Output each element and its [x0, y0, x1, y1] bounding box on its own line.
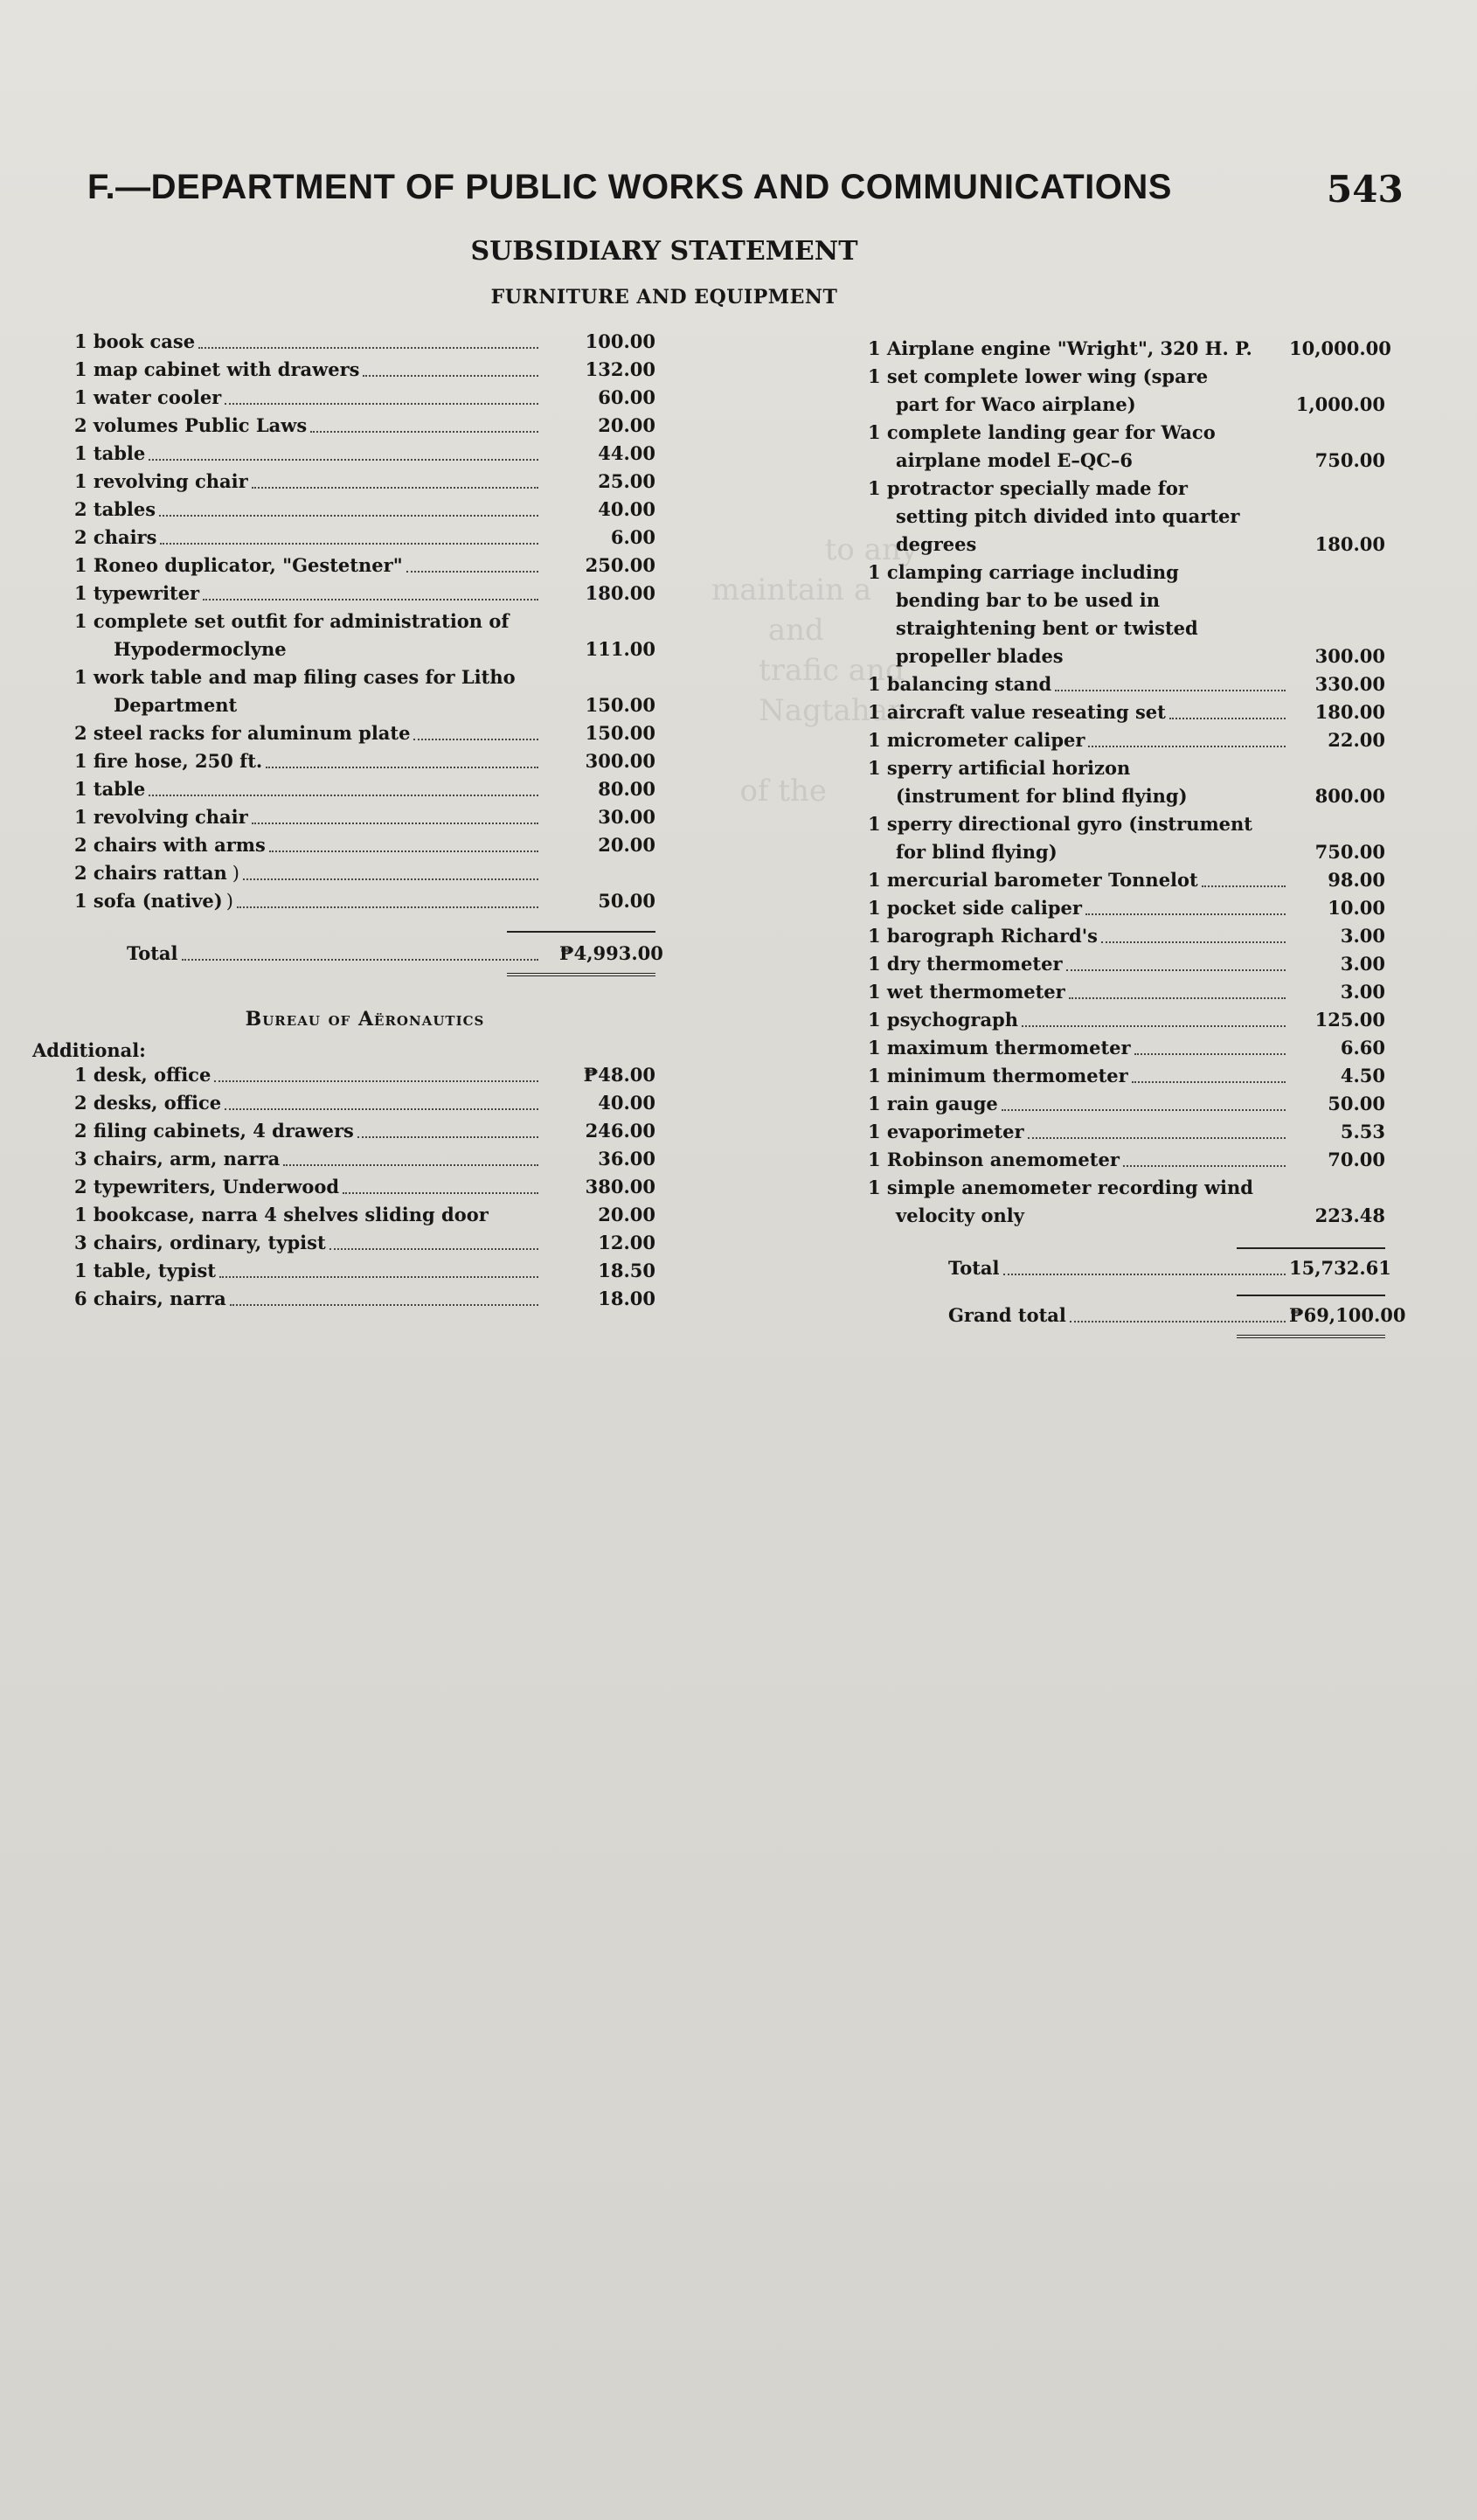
item-label: 1 maximum thermometer — [868, 1037, 1131, 1059]
item-amount: 50.00 — [598, 890, 655, 912]
item-amount: 20.00 — [598, 834, 655, 856]
item-label: 2 steel racks for aluminum plate — [74, 722, 411, 744]
item-label: 1 bookcase, narra 4 shelves sliding door — [74, 1204, 489, 1225]
grand-total-double-rule — [1237, 1335, 1385, 1338]
item-amount: 300.00 — [1314, 645, 1385, 667]
item-amount: 40.00 — [598, 1092, 655, 1114]
item-amount: 6.60 — [1340, 1037, 1385, 1059]
item-amount: 300.00 — [585, 750, 655, 772]
item-amount: 98.00 — [1328, 869, 1385, 891]
item-amount: 800.00 — [1314, 785, 1385, 807]
item-label: 1 evaporimeter — [868, 1121, 1024, 1142]
grand-total-amount: ₱69,100.00 — [1289, 1304, 1406, 1326]
item-label: 2 desks, office — [74, 1092, 222, 1114]
item-label: 2 volumes Public Laws — [74, 414, 308, 436]
item-label: 1 clamping carriage including bending bar to be used in straightening bent or twisted propeller blades — [868, 561, 1198, 667]
item-amount: 80.00 — [598, 778, 655, 800]
item-label: 1 Robinson anemometer — [868, 1149, 1120, 1170]
item-label: 3 chairs, ordinary, typist — [74, 1232, 326, 1253]
item-label: 1 table — [74, 442, 146, 464]
total-label: Total — [127, 942, 178, 964]
item-label: 6 chairs, narra — [74, 1288, 226, 1309]
item-label: 1 table — [74, 778, 146, 800]
item-label: 1 complete landing gear for Waco airplane model E–QC–6 — [868, 421, 1216, 471]
item-amount: 22.00 — [1328, 729, 1385, 751]
item-amount: 180.00 — [1314, 533, 1385, 555]
page-number: 543 — [1327, 168, 1404, 211]
item-amount: 6.00 — [610, 526, 655, 548]
item-amount: ₱48.00 — [583, 1064, 655, 1086]
page-header-title: F.—DEPARTMENT OF PUBLIC WORKS AND COMMUNICATIONS — [87, 168, 1172, 206]
item-amount: 20.00 — [598, 414, 655, 436]
item-amount: 250.00 — [585, 554, 655, 576]
additional-label: Additional: — [32, 1039, 146, 1061]
item-label: 2 chairs rattan — [74, 862, 227, 884]
grand-total-label: Grand total — [948, 1304, 1066, 1326]
item-amount: 750.00 — [1314, 449, 1385, 471]
item-label: 1 barograph Richard's — [868, 925, 1098, 947]
item-amount: 60.00 — [598, 386, 655, 408]
item-label: 1 Airplane engine "Wright", 320 H. P. — [868, 337, 1252, 359]
item-amount: 3.00 — [1340, 953, 1385, 975]
item-amount: 30.00 — [598, 806, 655, 828]
item-label: 1 set complete lower wing (spare part for Waco airplane) — [868, 365, 1209, 415]
total-amount: 15,732.61 — [1289, 1257, 1391, 1279]
item-amount: 18.00 — [598, 1288, 655, 1309]
item-label: 1 revolving chair — [74, 806, 248, 828]
item-label: 1 pocket side caliper — [868, 897, 1082, 919]
item-label: 1 protractor specially made for setting pitch divided into quarter degrees — [868, 477, 1240, 555]
item-amount: 10.00 — [1328, 897, 1385, 919]
item-label: 1 work table and map filing cases for Litho Department — [74, 666, 516, 716]
item-amount: 1,000.00 — [1295, 393, 1385, 415]
total-amount: ₱4,993.00 — [559, 942, 663, 964]
item-label: 1 balancing stand — [868, 673, 1052, 695]
statement-title: SUBSIDIARY STATEMENT — [470, 236, 858, 267]
right-column — [843, 335, 1406, 1338]
item-amount: 380.00 — [585, 1176, 655, 1198]
item-amount: 132.00 — [585, 358, 655, 380]
item-amount: 18.50 — [598, 1260, 655, 1281]
grand-total-rule — [1237, 1295, 1385, 1296]
item-amount: 111.00 — [585, 638, 655, 660]
item-label: 1 complete set outfit for administration of Hypodermoclyne — [74, 610, 510, 660]
item-amount: 70.00 — [1328, 1149, 1385, 1170]
item-amount: 180.00 — [585, 582, 655, 604]
item-amount: 44.00 — [598, 442, 655, 464]
item-amount: 330.00 — [1314, 673, 1385, 695]
item-amount: 25.00 — [598, 470, 655, 492]
item-label: 1 sofa (native) — [74, 890, 223, 912]
bleed-through-text: to any maintain a and trafic and Nagtahan of the — [711, 532, 919, 809]
item-label: 1 aircraft value reseating set — [868, 701, 1166, 723]
item-label: 1 mercurial barometer Tonnelot — [868, 869, 1198, 891]
item-label: 1 map cabinet with drawers — [74, 358, 360, 380]
item-label: 1 wet thermometer — [868, 981, 1065, 1003]
item-label: 1 water cooler — [74, 386, 222, 408]
total-double-rule — [507, 973, 655, 976]
item-label: 1 revolving chair — [74, 470, 248, 492]
item-label: 1 table, typist — [74, 1260, 216, 1281]
section-title: FURNITURE AND EQUIPMENT — [490, 286, 838, 309]
item-label: 1 fire hose, 250 ft. — [74, 750, 263, 772]
item-label: 1 Roneo duplicator, "Gestetner" — [74, 554, 403, 576]
total-rule — [507, 931, 655, 933]
item-amount: 3.00 — [1340, 925, 1385, 947]
item-label: 1 sperry artificial horizon (instrument for blind flying) — [868, 757, 1188, 807]
item-label: 2 typewriters, Underwood — [74, 1176, 340, 1198]
item-amount: 246.00 — [585, 1120, 655, 1142]
item-amount: 150.00 — [585, 694, 655, 716]
item-label: 2 tables — [74, 498, 156, 520]
item-label: 1 typewriter — [74, 582, 200, 604]
item-label: 2 chairs with arms — [74, 834, 266, 856]
total-label: Total — [948, 1257, 1000, 1279]
item-amount: 100.00 — [585, 330, 655, 352]
item-amount: 12.00 — [598, 1232, 655, 1253]
item-amount: 50.00 — [1328, 1093, 1385, 1114]
item-amount: 20.00 — [598, 1204, 655, 1225]
left-column: 1 book case 100.00 1 map cabinet with drawers 132.00 1 water cooler 60.00 2 volumes Public Laws 20.00 1 table 44.00 1 revolving chair 25.00 2 tables 40.00 2 chairs 6.00 1 Roneo duplicator, "Gestetner" 250.00 1 typewriter 180.00 1 complete set outfit for administration of Hypodermoclyne 111.00 1 work table and map filing cases for Litho Department 150.00 2 steel racks for aluminum plate 150.00 1 fire hose, 250 ft. 300.00 1 table 80.00 1 revolving chair 30.00 2 chairs with arms 20.00 2 chairs rattan ) 1 sofa (native) ) 50.00 Total ₱4,993.00 Bureau of Aëronautics Additional: 1 desk, office ₱48.00 2 desks, office 40.00 2 filing cabinets, 4 drawers 246.00 3 chairs, arm, narra 36.00 2 typewriters, Underwood 380.00 1 bookcase, narra 4 shelves sliding door 20.00 3 chairs, ordinary, typist 12.00 1 table, typist 18.50 6 chairs, narra 18.00 — [74, 328, 655, 1313]
item-amount: 3.00 — [1340, 981, 1385, 1003]
item-amount: 223.48 — [1314, 1204, 1385, 1226]
item-label: 1 sperry directional gyro (instrument for blind flying) — [868, 813, 1253, 863]
item-amount: 180.00 — [1314, 701, 1385, 723]
item-label: 3 chairs, arm, narra — [74, 1148, 281, 1170]
item-label: 2 filing cabinets, 4 drawers — [74, 1120, 354, 1142]
item-amount: 750.00 — [1314, 841, 1385, 863]
item-amount: 150.00 — [585, 722, 655, 744]
item-label: 2 chairs — [74, 526, 157, 548]
item-amount: 5.53 — [1340, 1121, 1385, 1142]
item-label: 1 desk, office — [74, 1064, 211, 1086]
item-label: 1 minimum thermometer — [868, 1065, 1128, 1086]
item-label: 1 psychograph — [868, 1009, 1018, 1031]
item-label: 1 dry thermometer — [868, 953, 1063, 975]
item-label: 1 rain gauge — [868, 1093, 998, 1114]
item-amount: 36.00 — [598, 1148, 655, 1170]
item-label: 1 simple anemometer recording wind velocity only — [868, 1177, 1253, 1226]
item-amount: 125.00 — [1314, 1009, 1385, 1031]
total-rule — [1237, 1247, 1385, 1249]
item-label: 1 book case — [74, 330, 196, 352]
item-amount: 4.50 — [1340, 1065, 1385, 1086]
item-label: 1 micrometer caliper — [868, 729, 1085, 751]
item-amount: 40.00 — [598, 498, 655, 520]
section-heading-aeronautics: Bureau of Aëronautics — [245, 1008, 485, 1031]
item-amount: 10,000.00 — [1289, 337, 1391, 359]
